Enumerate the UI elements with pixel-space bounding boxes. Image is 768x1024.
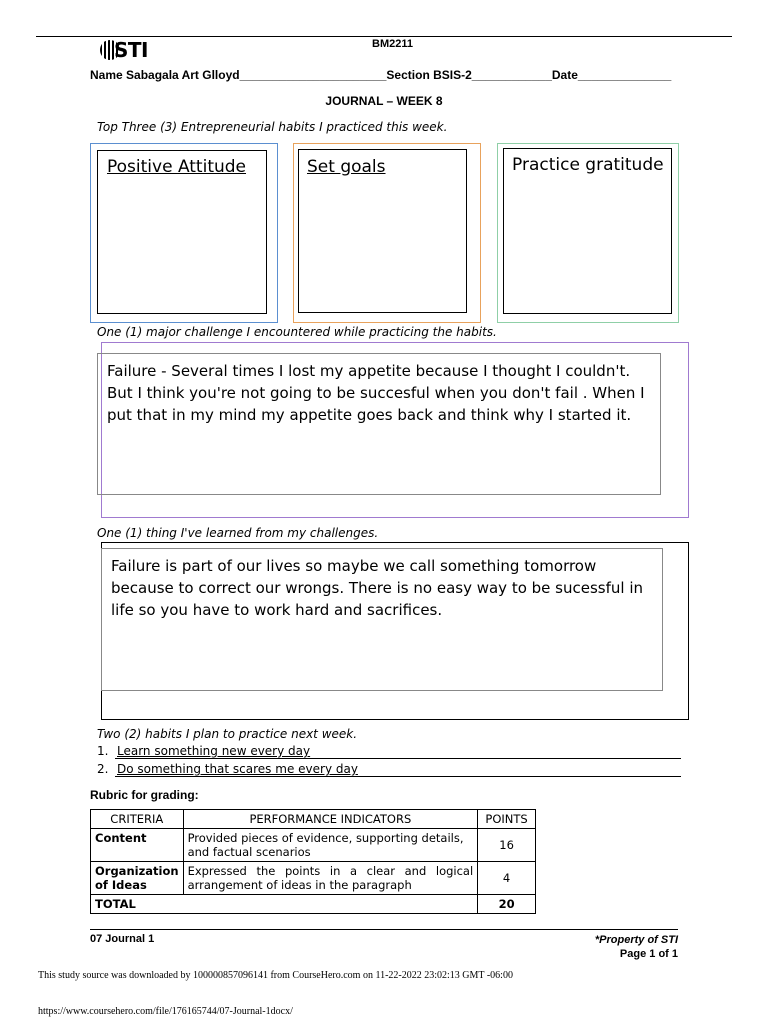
rubric-heading: Rubric for grading: (90, 788, 199, 802)
total-points: 20 (478, 895, 536, 914)
plan-text: Do something that scares me every day (115, 762, 681, 777)
criteria-cell: Content (91, 829, 184, 862)
page-number: Page 1 of 1 (619, 948, 678, 960)
table-row (91, 862, 536, 895)
sti-logo (100, 38, 148, 62)
name-section-date-line: Name Sabagala Art Glloyd______________________Section BSIS-2____________Date______________ (90, 68, 672, 82)
plan-text: Learn something new every day (115, 744, 681, 759)
plan-prompt: Two (2) habits I plan to practice next week. (97, 727, 358, 741)
journal-title: JOURNAL – WEEK 8 (325, 94, 443, 108)
footer-doc-name: 07 Journal 1 (90, 933, 155, 945)
column-header: CRITERIA (91, 810, 184, 829)
indicator-cell: Expressed the points in a clear and logical arrangement of ideas in the paragraph (183, 862, 478, 895)
indicator-cell: Provided pieces of evidence, supporting details, and factual scenarios (183, 829, 478, 862)
column-header: PERFORMANCE INDICATORS (183, 810, 478, 829)
course-code: BM2211 (372, 38, 413, 50)
plan-item-1 (97, 744, 681, 759)
total-label: TOTAL (91, 895, 478, 914)
habit-1: Positive Attitude (107, 157, 247, 177)
plan-number: 1. (97, 744, 109, 758)
rubric-header-row (91, 810, 536, 829)
rubric-table (90, 809, 536, 914)
challenge-text: Failure - Several times I lost my appetite because I thought I couldn't. But I think you're not going to be succesful when you don't fail . When I put that in my mind my appetite goes back and think why I started it. (107, 362, 645, 424)
footer-right (595, 933, 678, 961)
plan-item-2 (97, 762, 681, 777)
download-note: This study source was downloaded by 100000857096141 from CourseHero.com on 11-22-2022 23:02:13 GMT -06:00 (38, 970, 513, 981)
property-note: *Property of STI (594, 934, 678, 946)
challenge-prompt: One (1) major challenge I encountered while practicing the habits. (97, 325, 497, 339)
habit-2: Set goals (307, 157, 386, 177)
footer-rule (90, 929, 678, 930)
column-header: POINTS (478, 810, 536, 829)
plan-number: 2. (97, 762, 109, 776)
points-cell: 4 (478, 862, 536, 895)
points-cell: 16 (478, 829, 536, 862)
criteria-cell: Organization of Ideas (91, 862, 184, 895)
learned-text: Failure is part of our lives so maybe we call something tomorrow because to correct our wrongs. There is no easy way to be sucessful in life so you have to work hard and sacrifices. (111, 557, 643, 619)
top-rule (36, 36, 732, 37)
learned-prompt: One (1) thing I've learned from my challenges. (97, 526, 379, 540)
habits-prompt: Top Three (3) Entrepreneurial habits I practiced this week. (97, 120, 448, 134)
total-row (91, 895, 536, 914)
habit-3: Practice gratitude (512, 155, 664, 175)
table-row (91, 829, 536, 862)
source-url[interactable]: https://www.coursehero.com/file/176165744/07-Journal-1docx/ (38, 1006, 293, 1017)
logo-text: STI (114, 38, 148, 62)
